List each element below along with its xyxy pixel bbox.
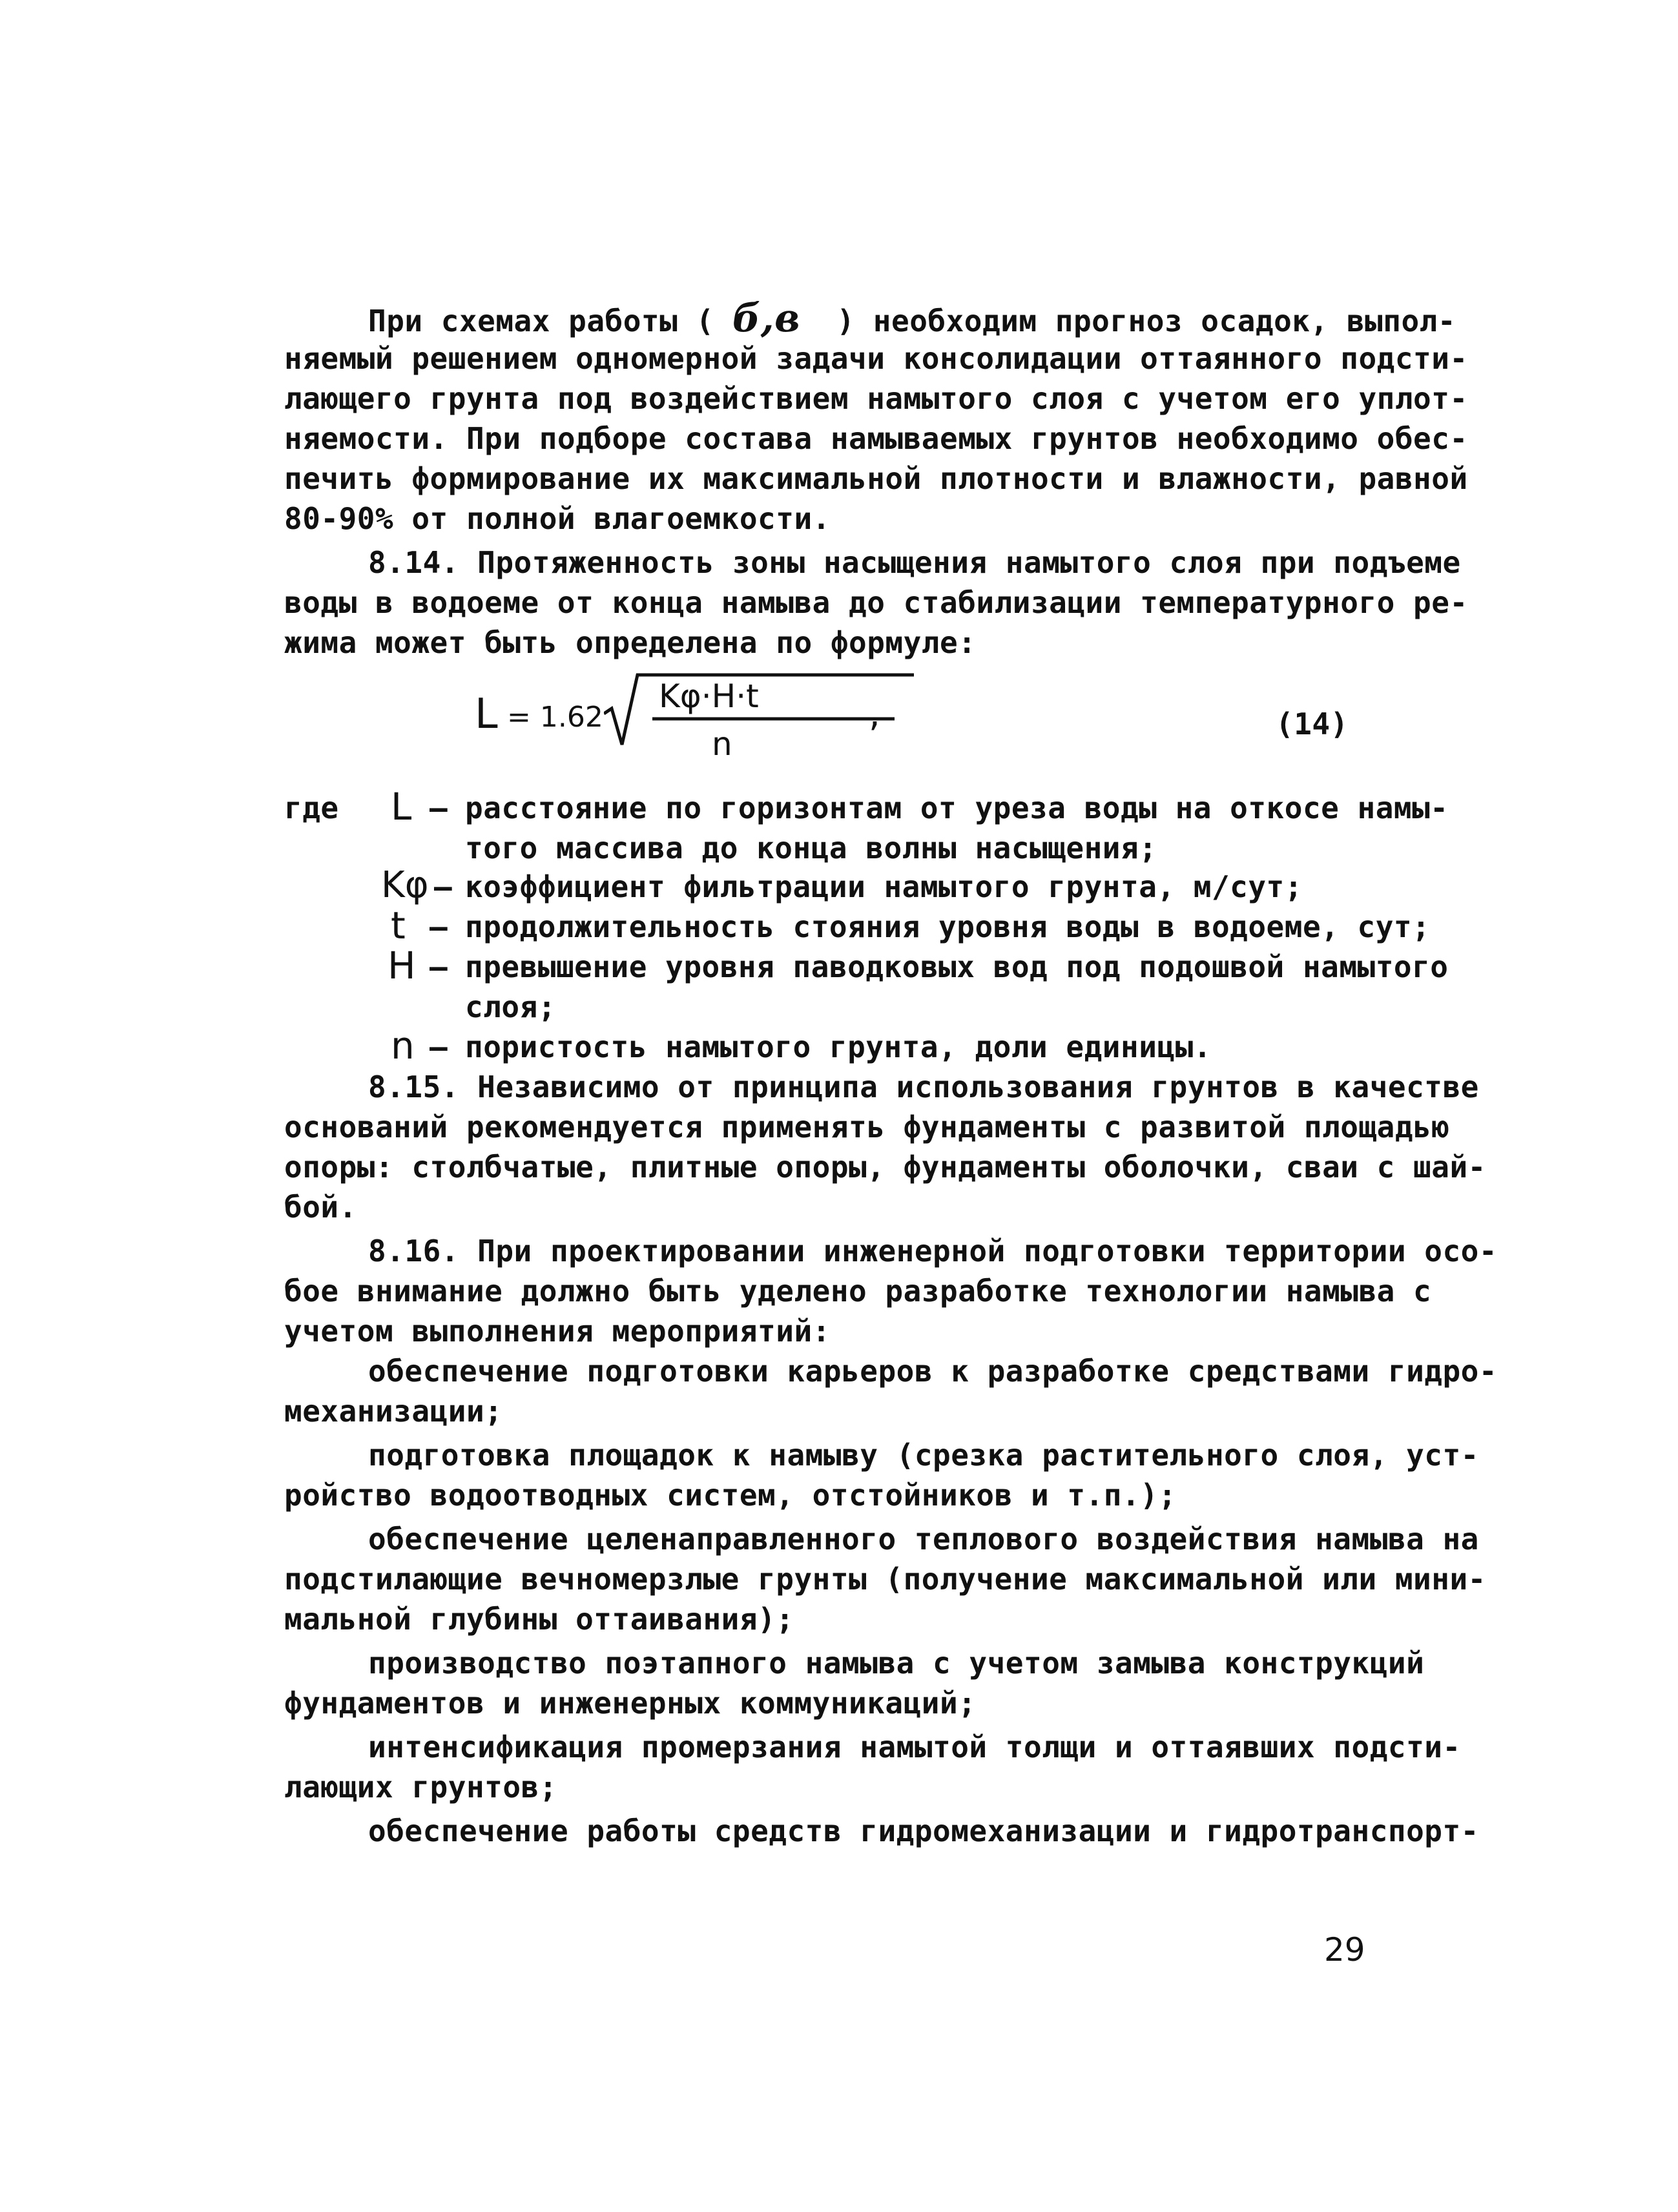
measure3-line3: мальной глубины оттаивания); xyxy=(284,1602,794,1637)
measure3-line1: обеспечение целенаправленного теплового воздействия намыва на xyxy=(368,1522,1479,1556)
measure4-line2: фундаментов и инженерных коммуникаций; xyxy=(284,1686,977,1721)
para1-line4: няемости. При подборе состава намываемых грунтов необходимо обес- xyxy=(284,421,1468,456)
para1-line6: 80-90% от полной влагоемкости. xyxy=(284,501,831,536)
legend-dash-t: – xyxy=(430,909,448,944)
legend-text-K: коэффициент фильтрации намытого грунта, м/сут; xyxy=(465,869,1303,904)
para815-line1: 8.15. Независимо от принципа использования грунтов в качестве xyxy=(368,1070,1479,1104)
legend-dash-H: – xyxy=(430,949,448,984)
measure1-line1: обеспечение подготовки карьеров к разработке средствами гидро- xyxy=(368,1354,1498,1389)
formula-number: (14) xyxy=(1276,707,1349,741)
para815-line2: оснований рекомендуется применять фундаменты с развитой площадью xyxy=(284,1110,1450,1144)
measure2-line1: подготовка площадок к намыву (срезка растительного слоя, уст- xyxy=(368,1438,1479,1473)
legend-text-H-cont: слоя; xyxy=(465,989,556,1024)
para1-line1: При схемах работы ( б,в ) необходим прогноз осадок, выпол- xyxy=(368,296,1456,341)
formula-lhs: L xyxy=(475,690,498,738)
legend-text-t: продолжительность стояния уровня воды в водоеме, сут; xyxy=(465,909,1431,944)
formula-coefficient: = 1.62 xyxy=(507,701,603,734)
para816-line3: учетом выполнения мероприятий: xyxy=(284,1314,831,1349)
legend-symbol-t: t xyxy=(391,904,406,947)
para815-line3: опоры: столбчатые, плитные опоры, фундаменты оболочки, сваи с шай- xyxy=(284,1150,1486,1184)
para814-line2: воды в водоеме от конца намыва до стабилизации температурного ре- xyxy=(284,585,1468,620)
legend-where: где xyxy=(284,791,339,825)
legend-symbol-n: n xyxy=(391,1024,415,1068)
legend-text-H: превышение уровня паводковых вод под подошвой намытого xyxy=(465,949,1449,984)
legend-dash-K: – xyxy=(434,869,453,904)
formula-denominator: n xyxy=(712,725,732,763)
para815-line4: бой. xyxy=(284,1190,357,1225)
measure5-line1: интенсификация промерзания намытой толщи и оттаявших подсти- xyxy=(368,1730,1461,1764)
para814-line1: 8.14. Протяженность зоны насыщения намытого слоя при подъеме xyxy=(368,545,1461,580)
legend-text-L: расстояние по горизонтам от уреза воды на откосе намы- xyxy=(465,791,1449,825)
measure3-line2: подстилающие вечномерзлые грунты (получение максимальной или мини- xyxy=(284,1562,1486,1597)
measure6-line1: обеспечение работы средств гидромеханизации и гидротранспорт- xyxy=(368,1814,1479,1848)
legend-text-n: пористость намытого грунта, доли единицы. xyxy=(465,1029,1212,1064)
para1-line2: няемый решением одномерной задачи консолидации оттаянного подсти- xyxy=(284,341,1468,376)
formula-comma: , xyxy=(869,693,880,735)
legend-dash-n: – xyxy=(430,1029,448,1064)
legend-symbol-K: Kφ xyxy=(381,864,429,906)
handwritten-insert: б,в xyxy=(732,296,801,341)
measure2-line2: ройство водоотводных систем, отстойников и т.п.); xyxy=(284,1478,1177,1513)
para814-line3: жима может быть определена по формуле: xyxy=(284,625,977,660)
measure5-line2: лающих грунтов; xyxy=(284,1770,557,1804)
para816-line1: 8.16. При проектировании инженерной подготовки территории осо- xyxy=(368,1234,1498,1268)
measure4-line1: производство поэтапного намыва с учетом замыва конструкций xyxy=(368,1646,1425,1680)
legend-text-L-cont: того массива до конца волны насыщения; xyxy=(465,831,1157,865)
legend-symbol-L: L xyxy=(391,785,412,829)
formula-14 xyxy=(465,668,917,763)
page-number: 29 xyxy=(1324,1931,1365,1969)
para1-line5: печить формирование их максимальной плотности и влажности, равной xyxy=(284,461,1468,496)
legend-symbol-H: H xyxy=(388,944,416,987)
legend-dash-L: – xyxy=(430,791,448,825)
formula-numerator: Kφ·H·t xyxy=(659,677,759,715)
measure1-line2: механизации; xyxy=(284,1394,503,1429)
para1-line3: лающего грунта под воздействием намытого слоя с учетом его уплот- xyxy=(284,381,1468,416)
para816-line2: бое внимание должно быть уделено разработке технологии намыва с xyxy=(284,1274,1432,1308)
